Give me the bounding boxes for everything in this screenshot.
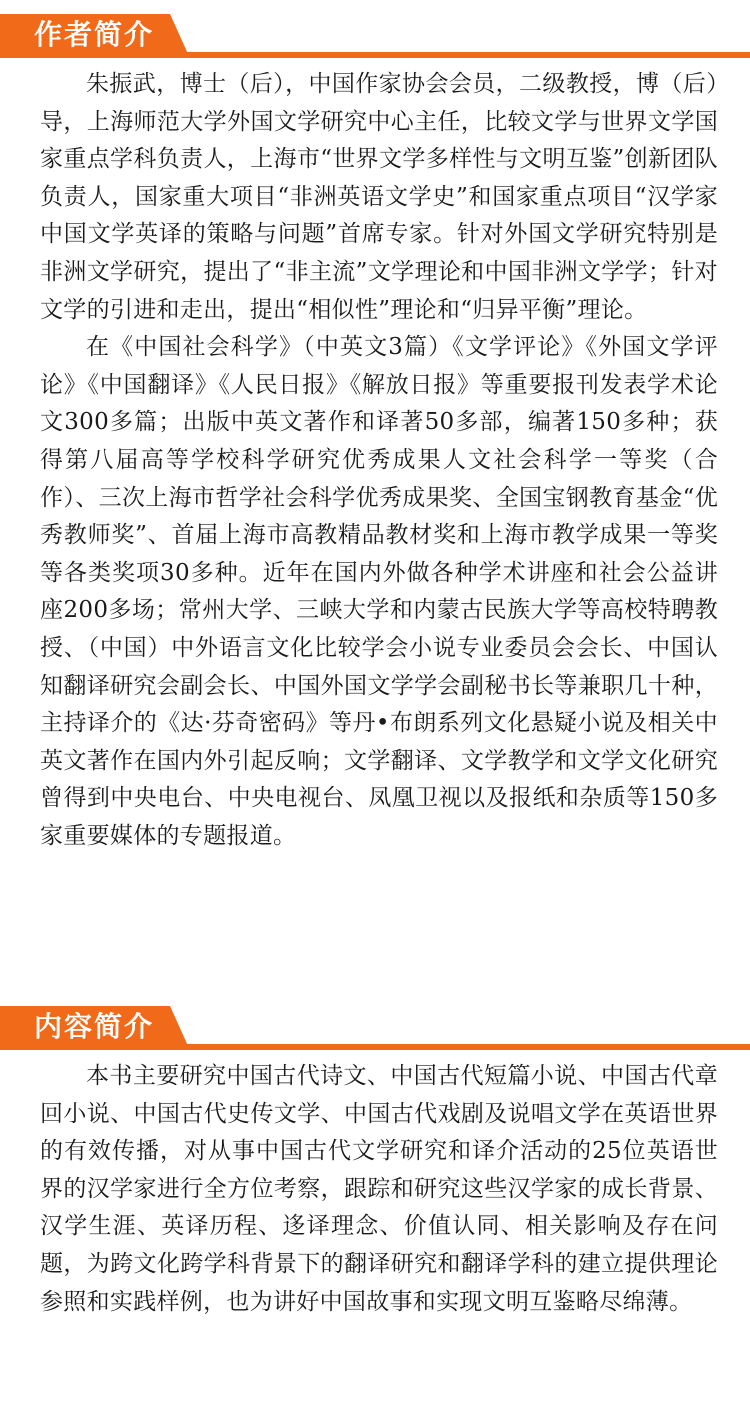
content-section-title: 内容简介 <box>34 1010 155 1043</box>
author-body <box>40 66 718 855</box>
content-body <box>40 1058 718 1321</box>
author-section <box>0 14 750 849</box>
author-paragraph: 在《中国社会科学》（中英文3篇）《文学评论》《外国文学评论》《中国翻译》《人民日报》《解放日报》等重要报刊发表学术论文300多篇；出版中英文著作和译著50多部，编著150多种；获得第八届高等学校科学研究优秀成果人文社会科学一等奖（合作）、三次上海市哲学社会科学优秀成果奖、全国宝钢教育基金“优秀教师奖”、首届上海市高教精品教材奖和上海市教学成果一等奖等各类奖项30多种。近年在国内外做各种学术讲座和社会公益讲座200多场；常州大学、三峡大学和内蒙古民族大学等高校特聘教授、（中国）中外语言文化比较学会小说专业委员会会长、中国认知翻译研究会副会长、中国外国文学学会副秘书长等兼职几十种，主持译介的《达·芬奇密码》等丹•布朗系列文化悬疑小说及相关中英文著作在国内外引起反响；文学翻译、文学教学和文学文化研究曾得到中央电台、中央电视台、凤凰卫视以及报纸和杂质等150多家重要媒体的专题报道。 <box>40 334 718 849</box>
author-section-title: 作者简介 <box>34 18 155 51</box>
content-section <box>0 1006 750 1315</box>
content-header <box>0 1006 750 1052</box>
author-paragraph: 朱振武，博士（后），中国作家协会会员，二级教授，博（后）导，上海师范大学外国文学研究中心主任，比较文学与世界文学国家重点学科负责人，上海市“世界文学多样性与文明互鉴”创新团队负责人，国家重大项目“非洲英语文学史”和国家重点项目“汉学家中国文学英译的策略与问题”首席专家。针对外国文学研究特别是非洲文学研究，提出了“非主流”文学理论和中国非洲文学学；针对文学的引进和走出，提出“相似性”理论和“归异平衡”理论。 <box>40 71 718 323</box>
content-paragraph: 本书主要研究中国古代诗文、中国古代短篇小说、中国古代章回小说、中国古代史传文学、中国古代戏剧及说唱文学在英语世界的有效传播，对从事中国古代文学研究和译介活动的25位英语世界的汉学家进行全方位考察，跟踪和研究这些汉学家的成长背景、汉学生涯、英译历程、迻译理念、价值认同、相关影响及存在问题，为跨文化跨学科背景下的翻译研究和翻译学科的建立提供理论参照和实践样例，也为讲好中国故事和实现文明互鉴略尽绵薄。 <box>40 1063 718 1315</box>
author-header <box>0 14 750 60</box>
